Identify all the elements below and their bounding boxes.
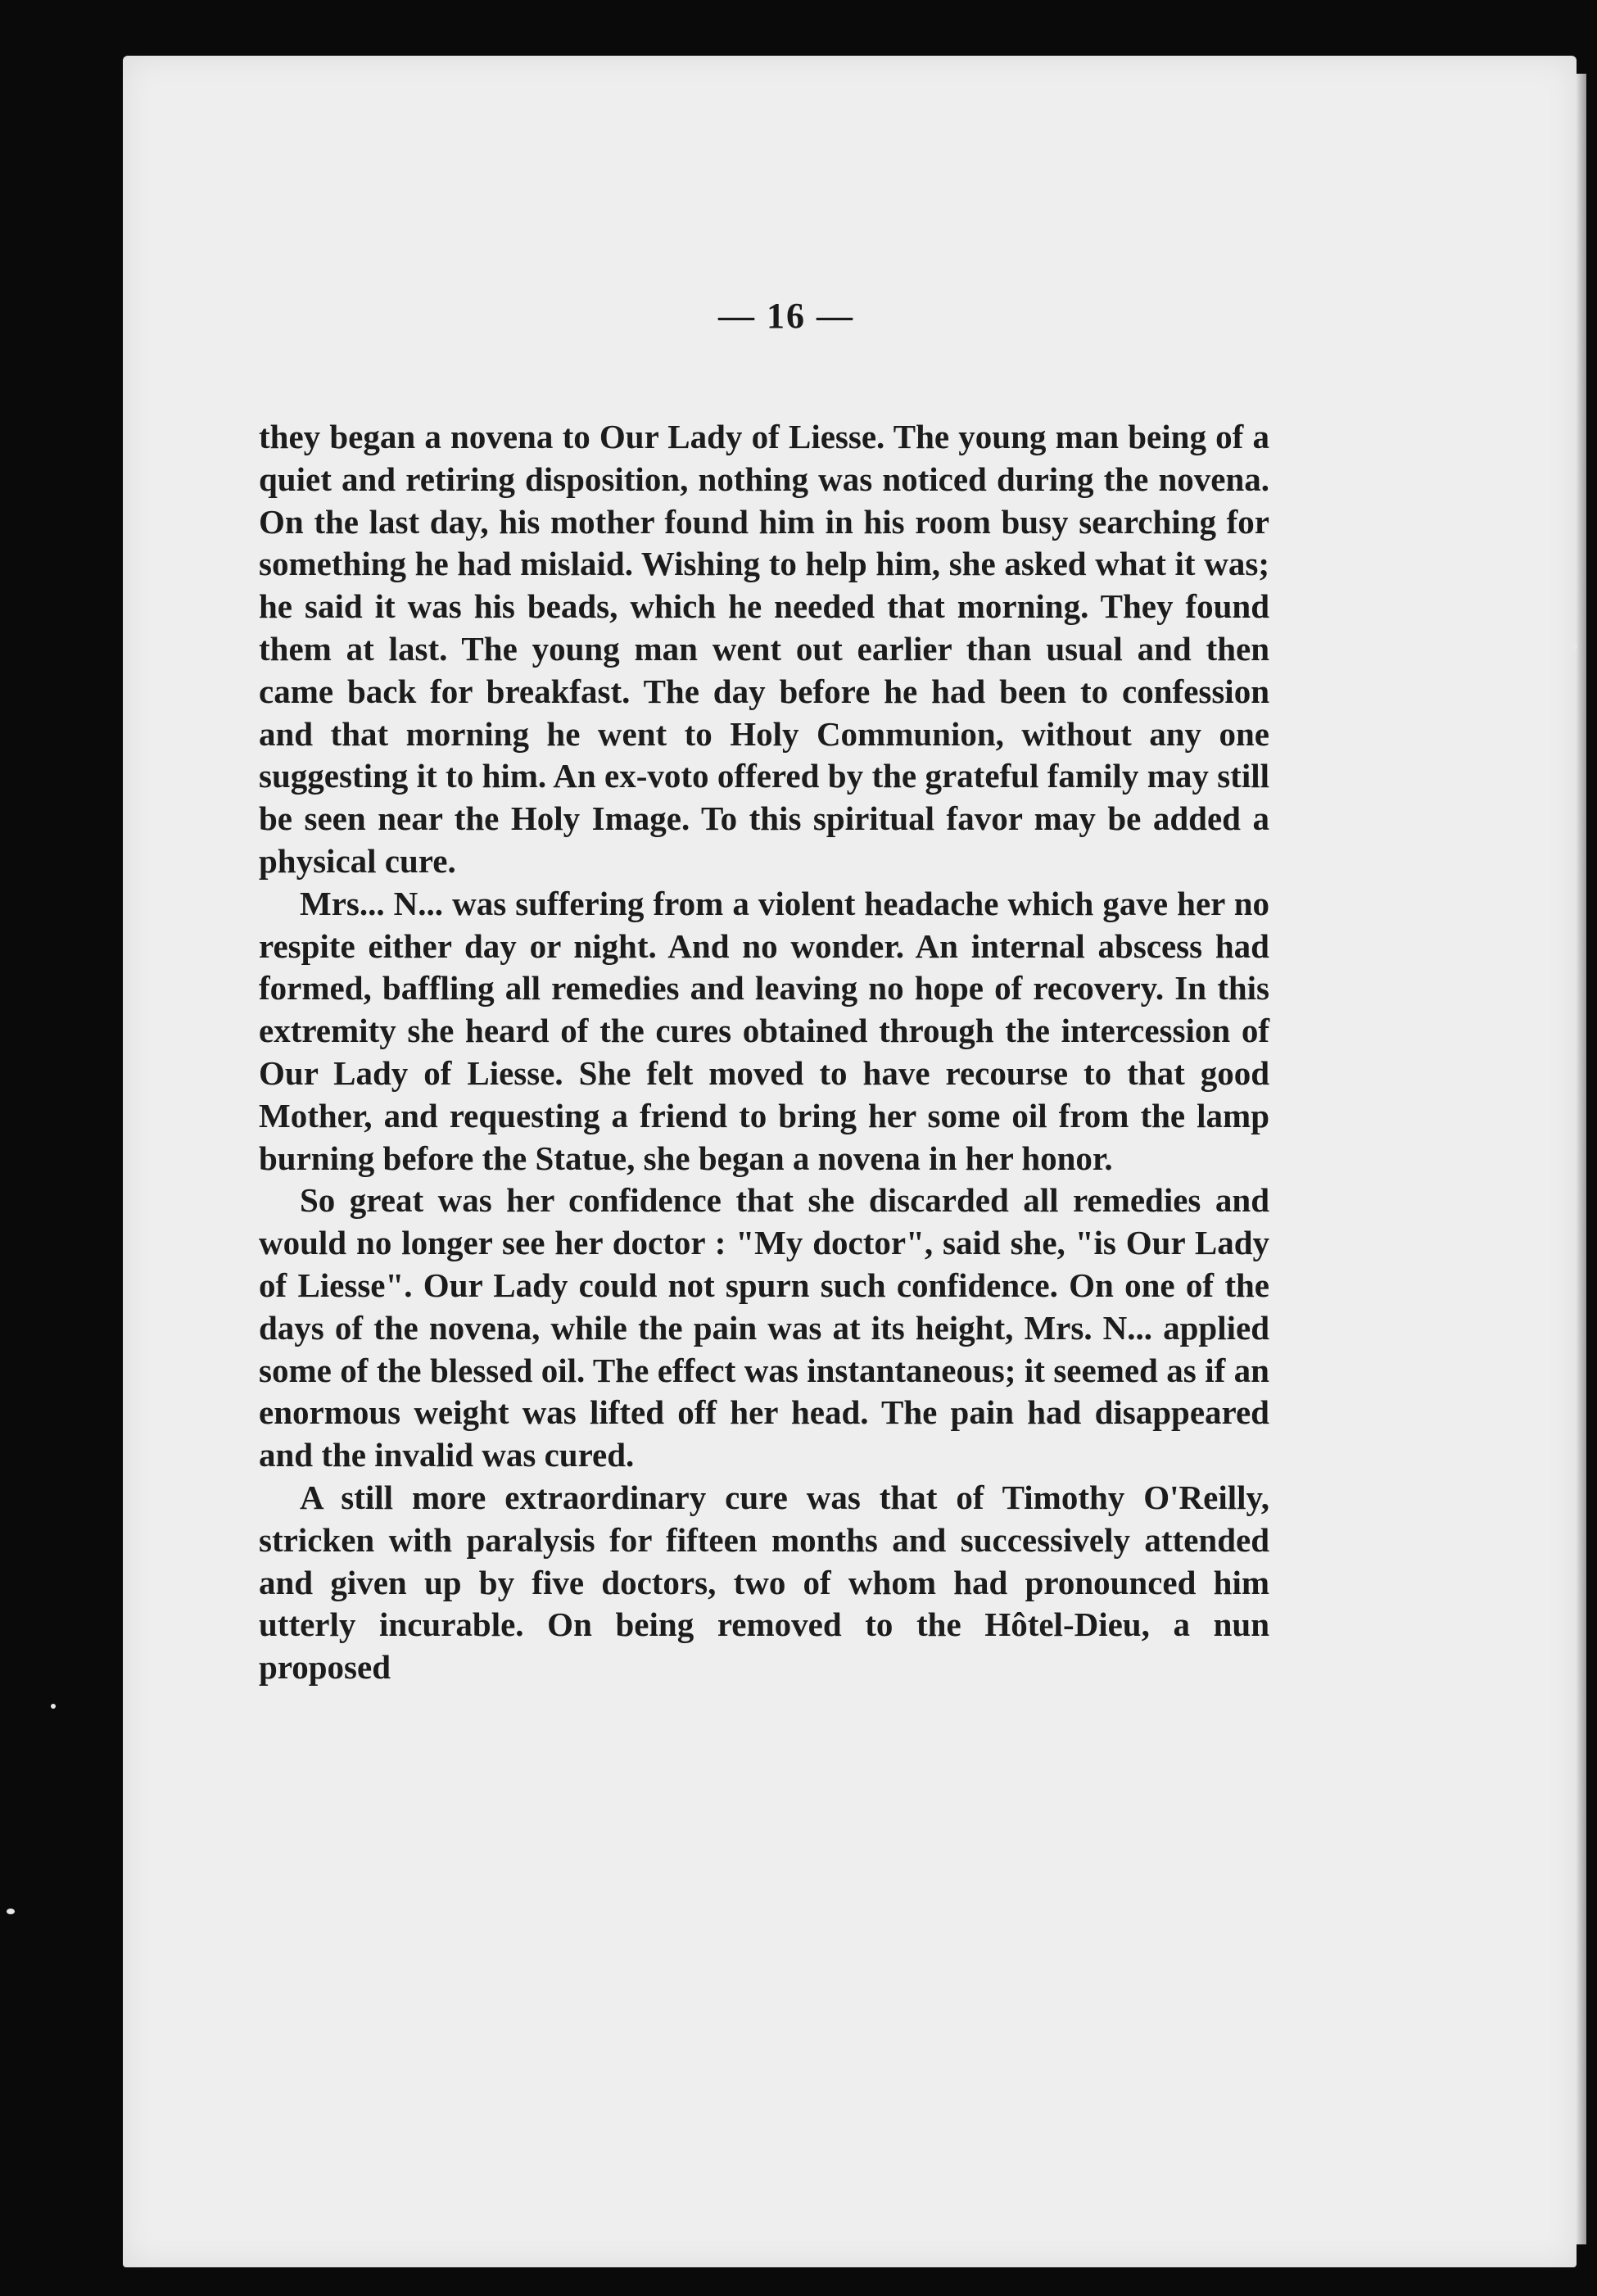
- paragraph: they began a novena to Our Lady of Liesse. The young man being of a quiet and retiring disposition, nothing was noticed during the novena. On the last day, his mother found him in his room busy searching for something he had mislaid. Wishing to help him, she asked what it was; he said it was his beads, which he needed that morning. They found them at last. The young man went out earlier than usual and then came back for breakfast. The day before he had been to confession and that morning he went to Holy Communion, without any one suggesting it to him. An ex-voto offered by the grateful family may still be seen near the Holy Image. To this spiritual favor may be added a physical cure.: [259, 418, 1269, 880]
- paragraph: So great was her confidence that she discarded all remedies and would no longer see her doctor : "My doctor", said she, "is Our Lady of Liesse". Our Lady could not spurn such confidence. On one of the days of the novena, while the pain was at its height, Mrs. N... applied some of the blessed oil. The effect was instantaneous; it seemed as if an enormous weight was lifted off her head. The pain had disappeared and the invalid was cured.: [259, 1181, 1269, 1474]
- dust-speck: [7, 1909, 15, 1914]
- dust-speck: [51, 1704, 56, 1709]
- body-text: [259, 416, 1269, 1689]
- paragraph: Mrs... N... was suffering from a violent headache which gave her no respite either day or night. And no wonder. An internal abscess had formed, baffling all remedies and leaving no hope of recovery. In this extremity she heard of the cures obtained through the intercession of Our Lady of Liesse. She felt moved to have recourse to that good Mother, and requesting a friend to bring her some oil from the lamp burning before the Statue, she began a novena in her honor.: [259, 884, 1269, 1177]
- dust-speck: [1571, 643, 1577, 650]
- paragraph: A still more extraordinary cure was that of Timothy O'Reilly, stricken with paralysis for fifteen months and successively attended and given up by five doctors, two of whom had pronounced him utterly incurable. On being removed to the Hôtel-Dieu, a nun proposed: [259, 1478, 1269, 1687]
- page-number: — 16 —: [718, 296, 854, 336]
